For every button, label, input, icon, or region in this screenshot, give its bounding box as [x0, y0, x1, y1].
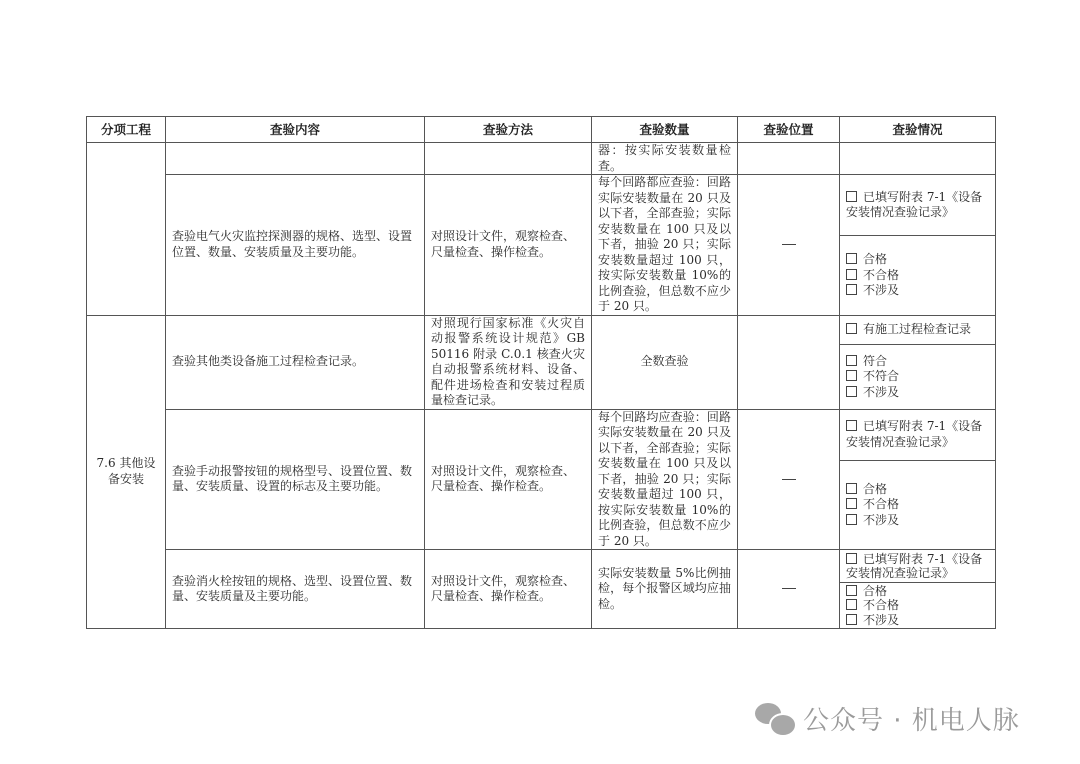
checkbox-icon[interactable] — [846, 585, 857, 596]
table-row — [87, 315, 996, 345]
checkbox-option-fail[interactable]: 不合格 — [846, 497, 989, 513]
dash-mark — [782, 244, 796, 245]
subproject-cell: 7.6 其他设备安装 — [87, 315, 166, 629]
situation-bottom-cell — [840, 461, 996, 550]
quantity-cell: 实际安装数量 5%比例抽检，每个报警区域均应抽检。 — [592, 550, 738, 629]
checkbox-icon[interactable] — [846, 483, 857, 494]
subproject-cell-prev — [87, 143, 166, 316]
header-subproject: 分项工程 — [87, 117, 166, 143]
watermark-text: 公众号 · 机电人脉 — [803, 706, 1020, 736]
situation-bottom-cell — [840, 236, 996, 315]
checkbox-icon[interactable] — [846, 498, 857, 509]
checkbox-option-na[interactable]: 不涉及 — [846, 513, 989, 529]
method-cell: 对照设计文件，观察检查、尺量检查、操作检查。 — [425, 409, 592, 550]
quantity-cell: 器：按实际安装数量检查。 — [592, 143, 738, 175]
method-cell: 对照现行国家标准《火灾自动报警系统设计规范》GB 50116 附录 C.0.1 核查火灾自动报警系统材料、设备、配件进场检查和安装过程质量检查记录。 — [425, 315, 592, 409]
checkbox-option-conform[interactable]: 符合 — [846, 354, 989, 370]
quantity-cell: 全数查验 — [592, 315, 738, 409]
quantity-cell: 每个回路都应查验：回路实际安装数量在 20 只及以下者，全部查验；实际安装数量在 100 只及以下者，抽验 20 只；实际安装数量超过 100 只，按实际安装数量 10%的比例查验，但总数不应少于 20 只。 — [592, 175, 738, 316]
checkbox-icon[interactable] — [846, 323, 857, 334]
checkbox-icon[interactable] — [846, 614, 857, 625]
position-cell — [738, 175, 840, 316]
content-cell: 查验其他类设备施工过程检查记录。 — [166, 315, 425, 409]
method-cell: 对照设计文件，观察检查、尺量检查、操作检查。 — [425, 550, 592, 629]
situation-bottom-cell — [840, 583, 996, 629]
header-quantity: 查验数量 — [592, 117, 738, 143]
checkbox-icon[interactable] — [846, 553, 857, 564]
situation-bottom-cell — [840, 345, 996, 409]
quantity-cell: 每个回路均应查验：回路实际安装数量在 20 只及以下者，全部查验；实际安装数量在 100 只及以下者，抽验 20 只；实际安装数量超过 100 只，按实际安装数量 10%的比例查验，但总数不应少于 20 只。 — [592, 409, 738, 550]
table-header-row — [87, 117, 996, 143]
checkbox-icon[interactable] — [846, 355, 857, 366]
position-cell — [738, 315, 840, 409]
content-cell: 查验手动报警按钮的规格型号、设置位置、数量、安装质量、设置的标志及主要功能。 — [166, 409, 425, 550]
situation-top-cell — [840, 550, 996, 583]
checkbox-option[interactable]: 已填写附表 7-1《设备安装情况查验记录》 — [846, 419, 983, 449]
checkbox-option-pass[interactable]: 合格 — [846, 252, 989, 268]
content-cell: 查验消火栓按钮的规格、选型、设置位置、数量、安装质量及主要功能。 — [166, 550, 425, 629]
dash-mark — [782, 479, 796, 480]
position-cell — [738, 143, 840, 175]
situation-top-cell — [840, 409, 996, 461]
situation-top-cell — [840, 175, 996, 236]
checkbox-icon[interactable] — [846, 253, 857, 264]
checkbox-option-na[interactable]: 不涉及 — [846, 613, 989, 628]
header-position: 查验位置 — [738, 117, 840, 143]
position-cell — [738, 409, 840, 550]
table-row — [87, 409, 996, 461]
inspection-table — [86, 116, 996, 629]
method-cell — [425, 143, 592, 175]
position-cell — [738, 550, 840, 629]
checkbox-option[interactable]: 有施工过程检查记录 — [846, 322, 971, 336]
checkbox-option-na[interactable]: 不涉及 — [846, 385, 989, 401]
header-situation: 查验情况 — [840, 117, 996, 143]
table-row — [87, 550, 996, 583]
table-row — [87, 175, 996, 236]
checkbox-icon[interactable] — [846, 191, 857, 202]
checkbox-icon[interactable] — [846, 269, 857, 280]
checkbox-option-fail[interactable]: 不合格 — [846, 598, 989, 613]
checkbox-option[interactable]: 已填写附表 7-1《设备安装情况查验记录》 — [846, 189, 983, 220]
checkbox-icon[interactable] — [846, 370, 857, 381]
watermark — [755, 700, 1020, 737]
table-row — [87, 143, 996, 175]
checkbox-icon[interactable] — [846, 514, 857, 525]
dash-mark — [782, 588, 796, 589]
checkbox-icon[interactable] — [846, 284, 857, 295]
checkbox-option-nonconform[interactable]: 不符合 — [846, 369, 989, 385]
checkbox-option[interactable]: 已填写附表 7-1《设备安装情况查验记录》 — [846, 552, 983, 580]
checkbox-option-pass[interactable]: 合格 — [846, 482, 989, 498]
content-cell — [166, 143, 425, 175]
wechat-icon — [755, 703, 795, 735]
method-cell: 对照设计文件，观察检查、尺量检查、操作检查。 — [425, 175, 592, 316]
situation-cell — [840, 143, 996, 175]
checkbox-icon[interactable] — [846, 420, 857, 431]
header-content: 查验内容 — [166, 117, 425, 143]
header-method: 查验方法 — [425, 117, 592, 143]
checkbox-option-fail[interactable]: 不合格 — [846, 268, 989, 284]
checkbox-icon[interactable] — [846, 386, 857, 397]
content-cell: 查验电气火灾监控探测器的规格、选型、设置位置、数量、安装质量及主要功能。 — [166, 175, 425, 316]
situation-top-cell — [840, 315, 996, 345]
checkbox-icon[interactable] — [846, 599, 857, 610]
checkbox-option-pass[interactable]: 合格 — [846, 584, 989, 599]
checkbox-option-na[interactable]: 不涉及 — [846, 283, 989, 299]
